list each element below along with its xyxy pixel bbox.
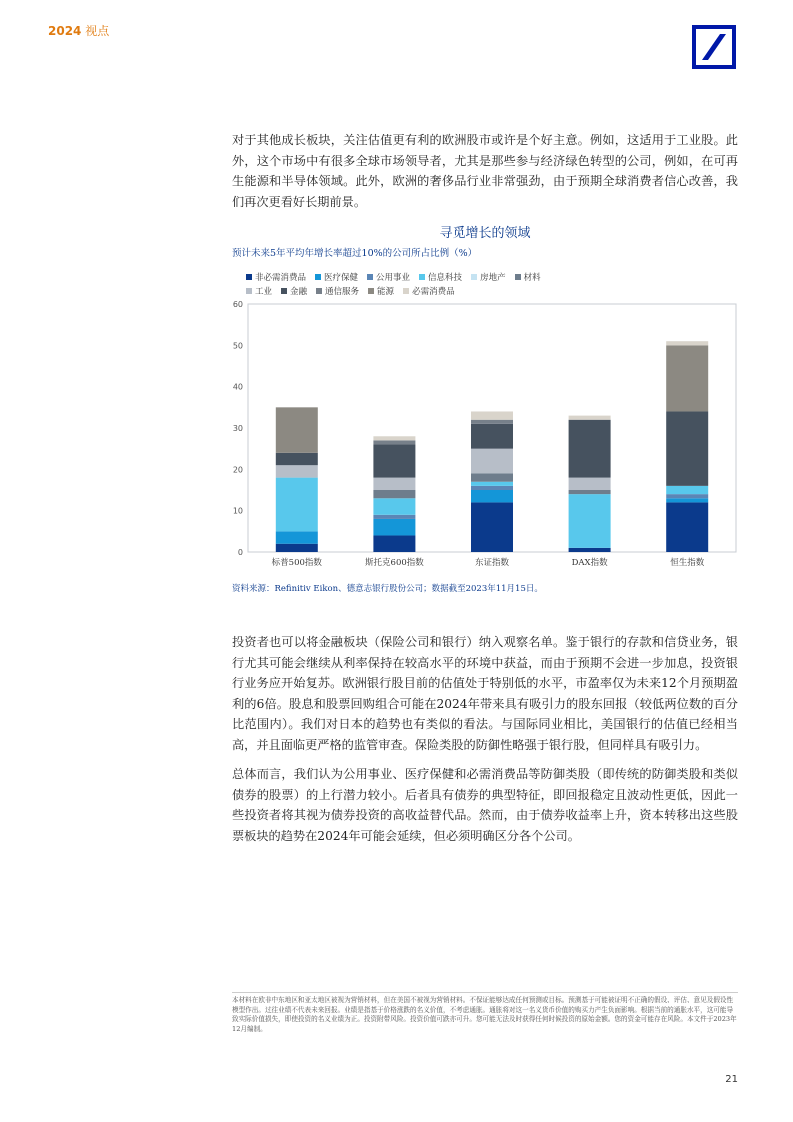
legend-label: 通信服务 bbox=[325, 287, 360, 297]
footer-divider bbox=[232, 992, 738, 993]
bar-segment bbox=[666, 345, 708, 411]
bar-segment bbox=[569, 494, 611, 548]
legend-swatch bbox=[281, 288, 287, 294]
legend-label: 能源 bbox=[377, 287, 395, 297]
bar-segment bbox=[471, 420, 513, 424]
legend-swatch bbox=[367, 274, 373, 280]
legend-label: 房地产 bbox=[480, 273, 506, 283]
bar-segment bbox=[471, 411, 513, 419]
y-tick-label: 10 bbox=[232, 506, 243, 516]
legend-label: 金融 bbox=[290, 287, 308, 297]
legend-item bbox=[367, 271, 410, 283]
bar-segment bbox=[276, 465, 318, 477]
legend-swatch bbox=[403, 288, 409, 294]
x-tick-label: 恒生指数 bbox=[670, 558, 705, 568]
bar-segment bbox=[373, 515, 415, 519]
bar-segment bbox=[373, 519, 415, 536]
bar-segment bbox=[569, 416, 611, 420]
y-tick-label: 50 bbox=[232, 341, 243, 351]
paragraph-defensives: 总体而言，我们认为公用事业、医疗保健和必需消费品等防御类股（即传统的防御类股和类似债券的股票）的上行潜力较小。后者具有债券的典型特征，即回报稳定且波动性更低，因此一些投资者将其视为债券投资的高收益替代品。然而，由于债券收益率上升，资本转移出这些股票板块的趋势在2024年可能会延续，但必须明确区分各个公司。 bbox=[232, 767, 738, 843]
logo-slash-icon bbox=[696, 29, 732, 65]
legend-label: 公用事业 bbox=[376, 273, 411, 283]
disclaimer-text: 本材料在欧非中东地区和亚太地区被视为营销材料，但在美国不被视为营销材料。不保证能够达成任何预测或目标。预测基于可能被证明不正确的假设、评估、意见及假设性模型作出。过往业绩不代表未来回报。业绩是指基于价格涨跌的名义价值，不考虑通胀。通胀将对这一名义货币价值的购买力产生负面影响。根据当前的通胀水平，这可能导致实际价值损失，即使投资的名义业绩为正。投资附带风险。投资价值可跌亦可升。您可能无法及时获得任何时候投资的原始金额。您的资金可能存在风险。本文件于2023年12月编制。 bbox=[232, 996, 737, 1033]
bar-segment bbox=[373, 490, 415, 498]
legend-swatch bbox=[316, 288, 322, 294]
bar-segment bbox=[666, 498, 708, 502]
legend-swatch bbox=[246, 288, 252, 294]
legend-item bbox=[419, 271, 462, 283]
legend-item bbox=[315, 271, 358, 283]
bar-segment bbox=[276, 407, 318, 452]
y-tick-label: 40 bbox=[232, 382, 243, 392]
bar-segment bbox=[373, 478, 415, 490]
bar-segment bbox=[569, 420, 611, 478]
bar-segment bbox=[666, 341, 708, 345]
y-tick-label: 30 bbox=[232, 424, 243, 433]
bar-segment bbox=[471, 449, 513, 474]
chart-subtitle: 预计未来5年平均年增长率超过10%的公司所占比例（%） bbox=[232, 248, 478, 259]
bar-segment bbox=[569, 490, 611, 494]
legend-label: 材料 bbox=[523, 273, 541, 283]
legend-swatch bbox=[246, 274, 252, 280]
bar-segment bbox=[373, 535, 415, 552]
bar-segment bbox=[373, 440, 415, 444]
header-year: 2024 bbox=[48, 24, 82, 38]
legend-item bbox=[471, 271, 506, 283]
page-number: 21 bbox=[725, 1074, 738, 1085]
legend-item bbox=[246, 271, 306, 283]
bar-segment bbox=[373, 445, 415, 478]
stacked-bar-chart bbox=[228, 296, 748, 576]
bar-segment bbox=[666, 411, 708, 485]
bar-segment bbox=[569, 548, 611, 552]
header-section: 视点 bbox=[85, 24, 110, 38]
bar-segment bbox=[276, 453, 318, 465]
chart-source: 资料来源：Refinitiv Eikon、德意志银行股份公司；数据截至2023年11月15日。 bbox=[232, 584, 543, 594]
bar-segment bbox=[373, 498, 415, 515]
legend-swatch bbox=[368, 288, 374, 294]
legend-label: 非必需消费品 bbox=[255, 273, 307, 283]
chart-title: 寻觅增长的领域 bbox=[439, 226, 531, 241]
legend-swatch bbox=[315, 274, 321, 280]
bar-segment bbox=[666, 502, 708, 552]
legend-label: 工业 bbox=[255, 287, 273, 297]
chart-legend bbox=[246, 271, 726, 299]
legend-swatch bbox=[515, 274, 521, 280]
x-tick-label: DAX指数 bbox=[571, 558, 608, 568]
x-tick-label: 东证指数 bbox=[474, 558, 510, 568]
legend-label: 医疗保健 bbox=[324, 273, 359, 283]
paragraph-growth-sectors: 对于其他成长板块，关注估值更有利的欧洲股市或许是个好主意。例如，这适用于工业股。此外，这个市场中有很多全球市场领导者，尤其是那些参与经济绿色转型的公司，例如，在可再生能源和半导体领域。此外，欧洲的奢侈品行业非常强劲，由于预期全球消费者信心改善，我们再次更看好长期前景。 bbox=[232, 133, 738, 209]
bar-segment bbox=[471, 473, 513, 481]
paragraph-financials: 投资者也可以将金融板块（保险公司和银行）纳入观察名单。鉴于银行的存款和信贷业务，银行尤其可能会继续从利率保持在较高水平的环境中获益，而由于预期不会进一步加息，投资银行业务应开始复苏。欧洲银行股目前的估值处于特别低的水平，市盈率仅为未来12个月预期盈利的6倍。股息和股票回购组合可能在2024年带来具有吸引力的股东回报（较低两位数的百分比范围内）。我们对日本的趋势也有类似的看法。与国际同业相比，美国银行的估值已经相当高，并且面临更严格的监管审查。保险类股的防御性略强于银行股，但同样具有吸引力。 bbox=[232, 635, 738, 752]
bar-segment bbox=[276, 478, 318, 532]
y-tick-label: 0 bbox=[237, 548, 243, 557]
legend-label: 信息科技 bbox=[428, 273, 463, 283]
bar-segment bbox=[276, 544, 318, 552]
x-tick-label: 斯托克600指数 bbox=[365, 558, 424, 568]
bar-segment bbox=[471, 502, 513, 552]
bar-segment bbox=[276, 531, 318, 543]
y-tick-label: 20 bbox=[232, 465, 243, 475]
bar-segment bbox=[373, 436, 415, 440]
bar-segment bbox=[471, 490, 513, 502]
legend-swatch bbox=[471, 274, 477, 280]
bar-segment bbox=[471, 424, 513, 449]
legend-label: 必需消费品 bbox=[412, 287, 455, 297]
bar-segment bbox=[471, 482, 513, 486]
y-tick-label: 60 bbox=[232, 300, 243, 309]
bar-segment bbox=[666, 486, 708, 494]
x-tick-label: 标普500指数 bbox=[271, 558, 322, 568]
bar-segment bbox=[666, 494, 708, 498]
page-header bbox=[48, 22, 109, 39]
legend-swatch bbox=[419, 274, 425, 280]
legend-item bbox=[515, 271, 541, 283]
bank-logo bbox=[692, 25, 736, 69]
bar-segment bbox=[471, 486, 513, 490]
bar-segment bbox=[569, 478, 611, 490]
